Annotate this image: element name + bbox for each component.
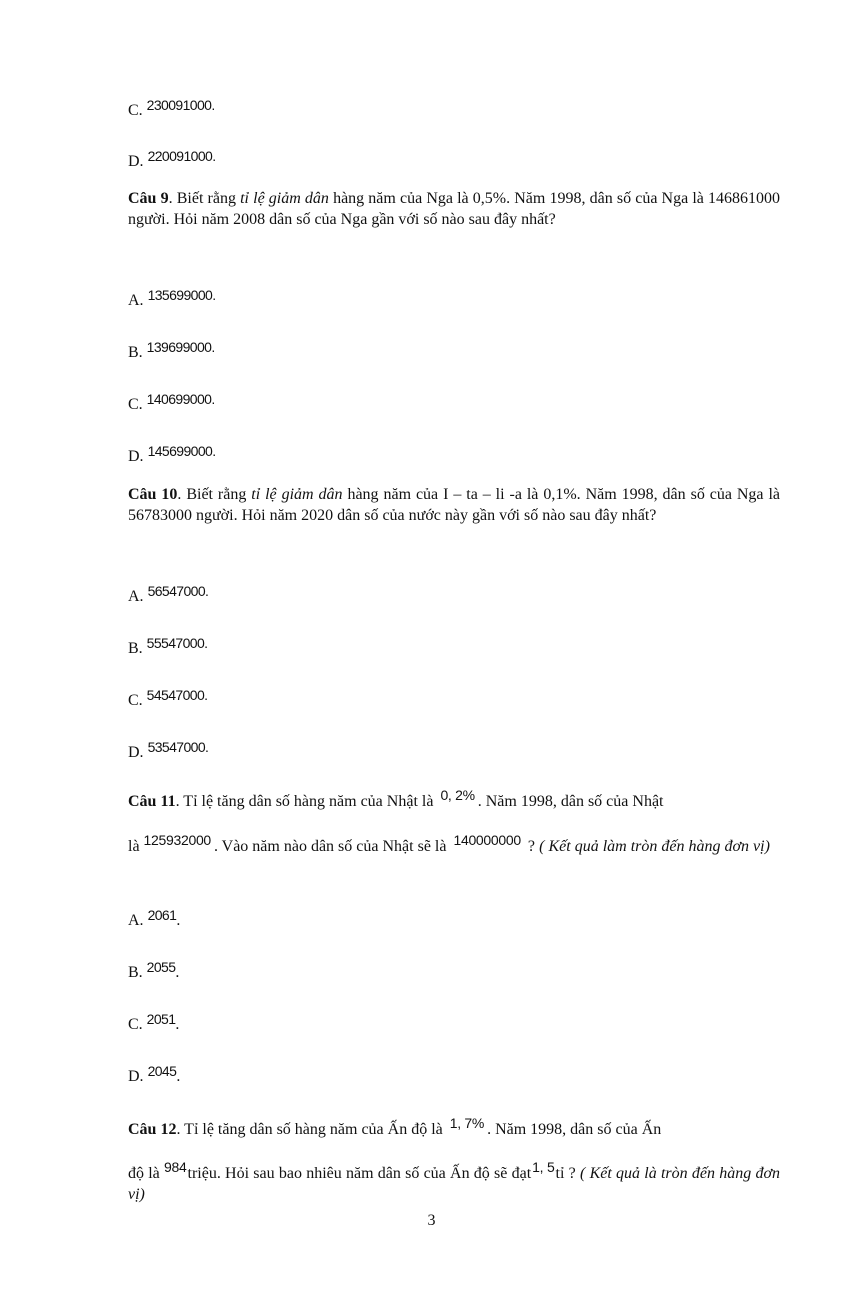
option-value: 55547000. xyxy=(146,635,208,651)
q9-option-d xyxy=(128,443,216,467)
question-label: Câu 9 xyxy=(128,190,169,207)
option-letter: C. xyxy=(128,396,143,413)
option-letter: D. xyxy=(128,744,144,761)
page-number: 3 xyxy=(427,1212,436,1229)
option-letter: D. xyxy=(128,153,144,170)
option-value: 230091000. xyxy=(146,97,215,113)
option-letter: D. xyxy=(128,1068,144,1085)
question-10 xyxy=(128,484,780,526)
question-italic: ( Kết quả làm tròn đến hàng đơn vị) xyxy=(539,838,770,855)
question-text: . Năm 1998, dân số của Nhật xyxy=(477,793,664,810)
q11-option-a: A. 2061. xyxy=(128,907,181,929)
q10-option-d xyxy=(128,739,209,763)
question-text: độ là xyxy=(128,1165,165,1182)
q10-option-a xyxy=(128,583,209,607)
question-12-line-2 xyxy=(128,1159,780,1205)
question-text: hàng năm của I – ta – li -a là 0,1%. Năm 1998, dân số của Nga là 56783000 người. Hỏi năm 2020 dân số của nước này gần với số nào sau đây nhất? xyxy=(128,486,781,524)
question-11-italic xyxy=(128,836,780,857)
option-letter: D. xyxy=(128,448,144,465)
option-letter: B. xyxy=(128,344,143,361)
q11-option-b: B. 2055. xyxy=(128,959,180,981)
q10-option-c xyxy=(128,687,208,711)
growth-rate: 1, 7% xyxy=(449,1115,485,1131)
option-value: 2051 xyxy=(146,1011,176,1027)
population-value: 125932000 xyxy=(143,832,211,848)
growth-rate: 0, 2% xyxy=(440,787,475,803)
option-value: 145699000. xyxy=(147,443,216,459)
target-value: 140000000 xyxy=(453,832,521,848)
q11-option-d: D. 2045. xyxy=(128,1063,181,1085)
option-value: 2045 xyxy=(147,1063,177,1079)
q11-option-c: C. 2051. xyxy=(128,1011,180,1033)
q10-option-b xyxy=(128,635,208,659)
option-value: 135699000. xyxy=(147,287,216,303)
option-value: 54547000. xyxy=(146,687,208,703)
q8-option-c xyxy=(128,97,215,121)
question-label: Câu 12 xyxy=(128,1121,177,1138)
option-value: 53547000. xyxy=(147,739,209,755)
question-text: . Vào năm nào dân số của Nhật sẽ là xyxy=(213,838,451,855)
option-letter: A. xyxy=(128,292,144,309)
q9-option-a xyxy=(128,287,216,311)
q8-option-d xyxy=(128,148,216,172)
target-value: 1, 5 xyxy=(532,1159,555,1175)
option-value: 56547000. xyxy=(147,583,209,599)
question-text: . Năm 1998, dân số của Ấn xyxy=(487,1121,662,1138)
question-text: triệu. Hỏi sau bao nhiêu năm dân số của Ấn độ sẽ đạt xyxy=(187,1165,532,1182)
option-letter: B. xyxy=(128,964,143,981)
question-text: . Tỉ lệ tăng dân số hàng năm của Nhật là xyxy=(175,793,438,810)
option-value: 220091000. xyxy=(147,148,216,164)
question-italic: tỉ lệ giảm dân xyxy=(251,486,343,503)
option-value: 140699000. xyxy=(146,391,215,407)
question-italic: ( Kết quả là tròn đến hàng đơn vị) xyxy=(128,1165,780,1203)
option-value: 139699000. xyxy=(146,339,215,355)
question-text: . Biết rằng xyxy=(168,190,241,207)
question-9 xyxy=(128,188,780,230)
question-text: tỉ ? xyxy=(555,1165,581,1182)
question-text: . Tỉ lệ tăng dân số hàng năm của Ấn độ là xyxy=(176,1121,447,1138)
option-letter: C. xyxy=(128,692,143,709)
q9-option-c xyxy=(128,391,215,415)
option-letter: A. xyxy=(128,588,144,605)
option-value: 2055 xyxy=(146,959,176,975)
option-letter: A. xyxy=(128,912,144,929)
question-label: Câu 10 xyxy=(128,486,178,503)
question-text: là xyxy=(128,838,144,855)
question-11-line-1 xyxy=(128,787,780,812)
question-text: . Biết rằng xyxy=(177,486,252,503)
option-letter: C. xyxy=(128,102,143,119)
option-letter: B. xyxy=(128,640,143,657)
option-value: 2061 xyxy=(147,907,177,923)
population-value: 984 xyxy=(164,1159,187,1175)
option-letter: C. xyxy=(128,1016,143,1033)
question-text: ? xyxy=(523,838,535,855)
q9-option-b xyxy=(128,339,215,363)
question-text: hàng năm của Nga là 0,5%. Năm 1998, dân số của Nga là 146861000 người. Hỏi năm 2008 dân số của Nga gần với số nào sau đây nhất? xyxy=(128,190,781,228)
question-italic: tỉ lệ giảm dân xyxy=(240,190,329,207)
question-12-line-1 xyxy=(128,1115,780,1140)
question-label: Câu 11 xyxy=(128,793,176,810)
